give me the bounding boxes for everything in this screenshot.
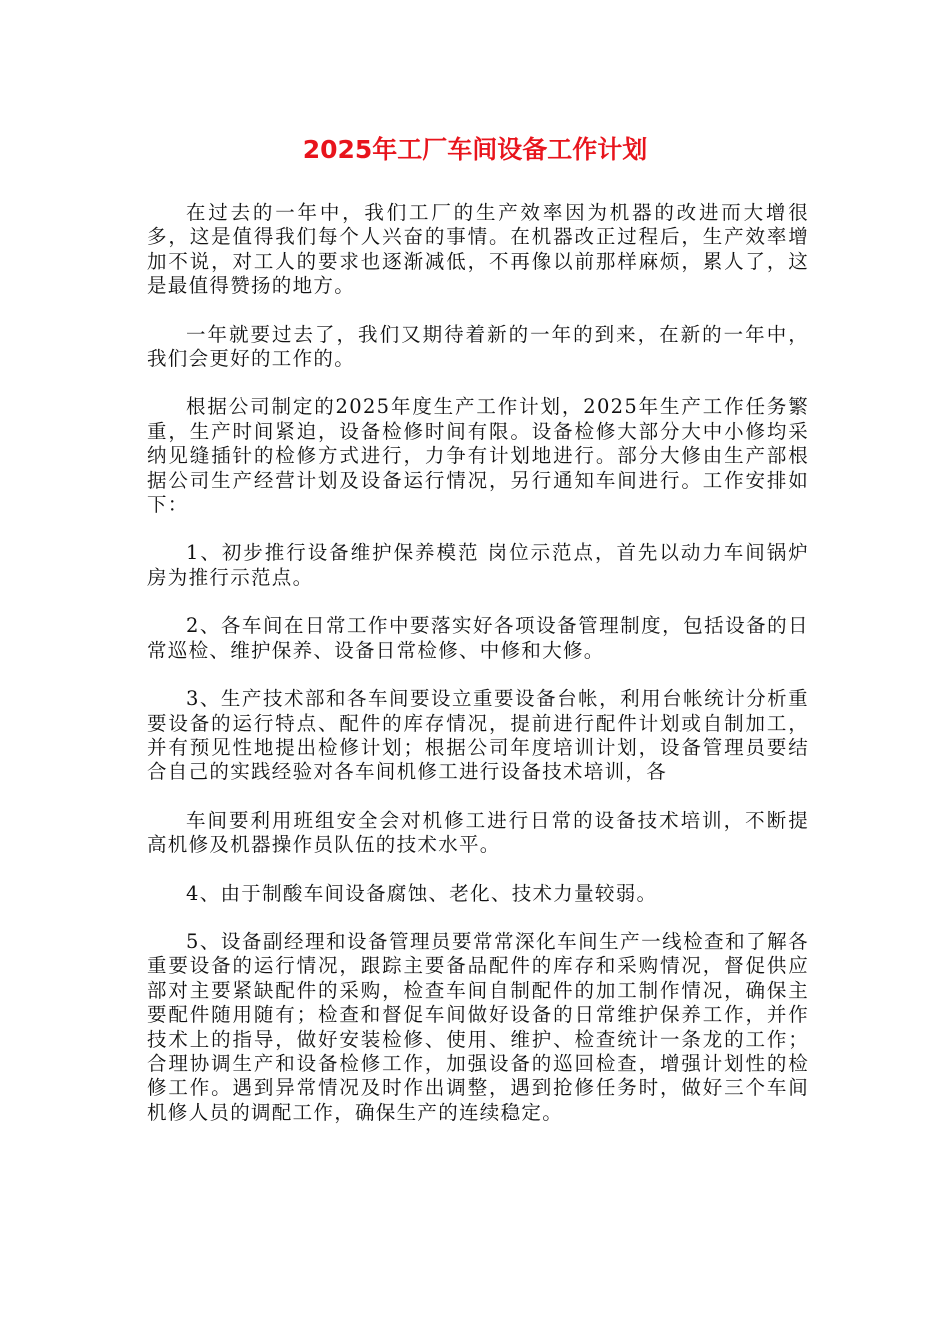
- paragraph-item-1: 1、初步推行设备维护保养模范 岗位示范点，首先以动力车间锅炉房为推行示范点。: [147, 541, 809, 589]
- page-title: 2025年工厂车间设备工作计划: [302, 135, 648, 164]
- paragraph-item-2: 2、各车间在日常工作中要落实好各项设备管理制度，包括设备的日常巡检、维护保养、设备日常检修、中修和大修。: [147, 614, 809, 662]
- document-body: [147, 201, 809, 1149]
- paragraph-item-3: 3、生产技术部和各车间要设立重要设备台帐，利用台帐统计分析重要设备的运行特点、配件的库存情况，提前进行配件计划或自制加工，并有预见性地提出检修计划；根据公司年度培训计划，设备管理员要结合自己的实践经验对各车间机修工进行设备技术培训，各: [147, 687, 809, 784]
- paragraph-item-3-continued: 车间要利用班组安全会对机修工进行日常的设备技术培训，不断提高机修及机器操作员队伍的技术水平。: [147, 808, 809, 857]
- paragraph-item-5: 5、设备副经理和设备管理员要常常深化车间生产一线检查和了解各重要设备的运行情况，跟踪主要备品配件的库存和采购情况，督促供应部对主要紧缺配件的采购，检查车间自制配件的加工制作情况，确保主要配件随用随有；检查和督促车间做好设备的日常维护保养工作，并作技术上的指导，做好安装检修、使用、维护、检查统计一条龙的工作；合理协调生产和设备检修工作，加强设备的巡回检查，增强计划性的检修工作。遇到异常情况及时作出调整，遇到抢修任务时，做好三个车间机修人员的调配工作，确保生产的连续稳定。: [147, 929, 809, 1124]
- paragraph-new-year: 一年就要过去了，我们又期待着新的一年的到来，在新的一年中，我们会更好的工作的。: [147, 322, 809, 371]
- paragraph-intro: 在过去的一年中，我们工厂的生产效率因为机器的改进而大增很多，这是值得我们每个人兴奋的事情。在机器改正过程后，生产效率增加不说，对工人的要求也逐渐减低，不再像以前那样麻烦，累人了，这是最值得赞扬的地方。: [147, 201, 809, 298]
- paragraph-plan-overview: 根据公司制定的2025年度生产工作计划，2025年生产工作任务繁重，生产时间紧迫，设备检修时间有限。设备检修大部分大中小修均采纳见缝插针的检修方式进行，力争有计划地进行。部分大修由生产部根据公司生产经营计划及设备运行情况，另行通知车间进行。工作安排如下：: [147, 395, 809, 517]
- paragraph-item-4: 4、由于制酸车间设备腐蚀、老化、技术力量较弱。: [186, 881, 658, 905]
